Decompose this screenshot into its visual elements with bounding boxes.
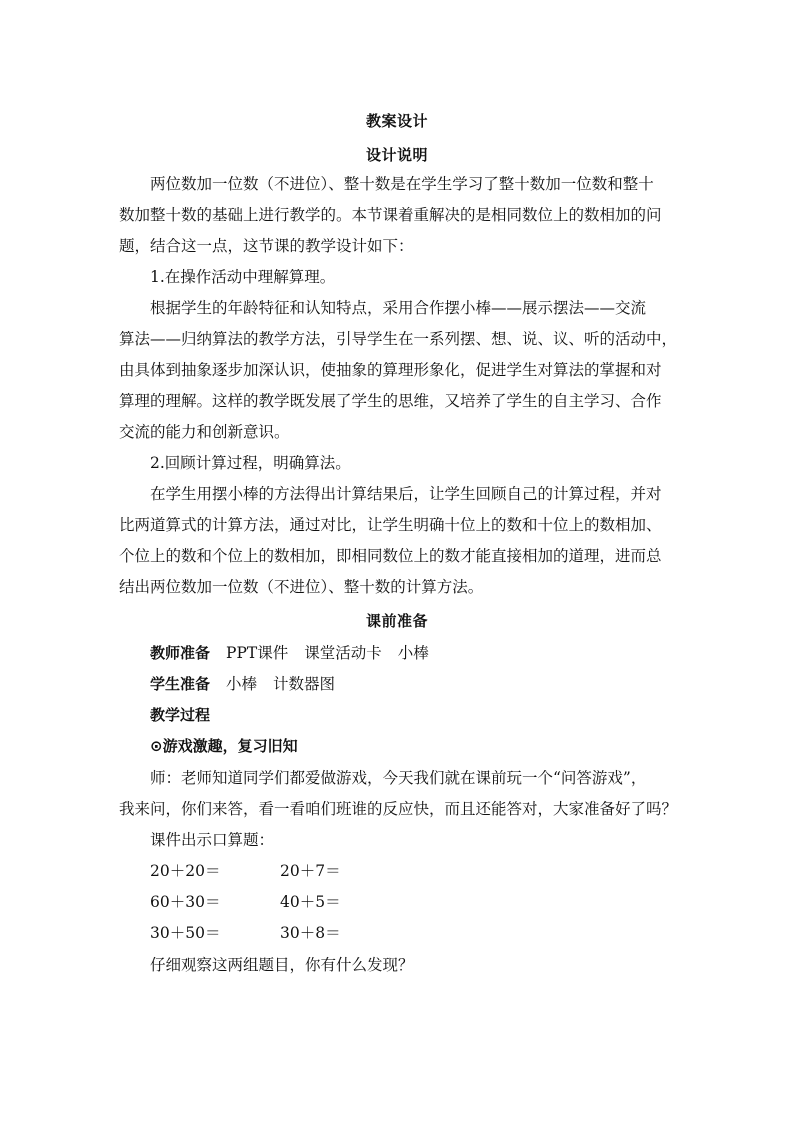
paragraph-line: 算法——归纳算法的教学方法，引导学生在一系列摆、想、说、议、听的活动中， bbox=[119, 330, 678, 348]
paragraph-line: 两位数加一位数（不进位）、整十数是在学生学习了整十数加一位数和整十 bbox=[150, 175, 654, 193]
teacher-prep-label: 教师准备 bbox=[150, 644, 211, 662]
equation: 40＋5＝ bbox=[280, 893, 341, 911]
student-prep-label: 学生准备 bbox=[150, 675, 211, 693]
point-heading: 1.在操作活动中理解算理。 bbox=[150, 268, 336, 286]
paragraph-line: 个位上的数和个位上的数相加，即相同数位上的数才能直接相加的道理，进而总 bbox=[119, 547, 662, 565]
equation: 30＋8＝ bbox=[280, 924, 341, 942]
paragraph-line: 根据学生的年龄特征和认知特点，采用合作摆小棒——展示摆法——交流 bbox=[150, 299, 647, 317]
equation-row bbox=[150, 890, 450, 912]
paragraph-line: 比两道算式的计算方法，通过对比，让学生明确十位上的数和十位上的数相加、 bbox=[119, 516, 662, 534]
doc-title: 教案设计 bbox=[365, 112, 428, 130]
section-heading: ⊙游戏激趣，复习旧知 bbox=[150, 737, 298, 755]
question-line: 仔细观察这两组题目，你有什么发现？ bbox=[150, 956, 414, 974]
prep-item: 计数器图 bbox=[273, 675, 336, 693]
paragraph-line: 算理的理解。这样的教学既发展了学生的思维，又培养了学生的自主学习、合作 bbox=[119, 392, 662, 410]
prep-item: 小棒 bbox=[397, 644, 429, 662]
equation: 20＋20＝ bbox=[150, 862, 221, 880]
dialog-line: 师：老师知道同学们都爱做游戏，今天我们就在课前玩一个“问答游戏”， bbox=[150, 769, 647, 787]
paragraph-line: 数加整十数的基础上进行教学的。本节课着重解决的是相同数位上的数相加的问 bbox=[119, 206, 662, 224]
paragraph-line: 题，结合这一点，这节课的教学设计如下： bbox=[119, 237, 414, 255]
equation-row bbox=[150, 859, 450, 881]
teacher-prep-line bbox=[150, 641, 429, 663]
paragraph-line: 结出两位数加一位数（不进位）、整十数的计算方法。 bbox=[119, 578, 484, 596]
section-title-prep: 课前准备 bbox=[365, 612, 428, 630]
paragraph-line: 由具体到抽象逐步加深认识，使抽象的算理形象化，促进学生对算法的掌握和对 bbox=[119, 361, 662, 379]
point-heading: 2.回顾计算过程，明确算法。 bbox=[150, 454, 351, 472]
paragraph-line: 交流的能力和创新意识。 bbox=[119, 423, 290, 441]
dialog-line: 我来问，你们来答，看一看咱们班谁的反应快，而且还能答对，大家准备好了吗？ bbox=[119, 800, 678, 818]
prep-item: 课堂活动卡 bbox=[304, 644, 382, 662]
section-title-design: 设计说明 bbox=[365, 146, 428, 164]
prep-item: PPT课件 bbox=[226, 644, 289, 662]
equation: 60＋30＝ bbox=[150, 893, 221, 911]
prep-item: 小棒 bbox=[226, 675, 258, 693]
process-label: 教学过程 bbox=[150, 706, 211, 724]
equation-row bbox=[150, 921, 450, 943]
courseware-line: 课件出示口算题： bbox=[150, 831, 275, 849]
paragraph-line: 在学生用摆小棒的方法得出计算结果后，让学生回顾自己的计算过程，并对 bbox=[150, 485, 662, 503]
student-prep-line bbox=[150, 672, 335, 694]
equation: 20＋7＝ bbox=[280, 862, 341, 880]
equation: 30＋50＝ bbox=[150, 924, 221, 942]
